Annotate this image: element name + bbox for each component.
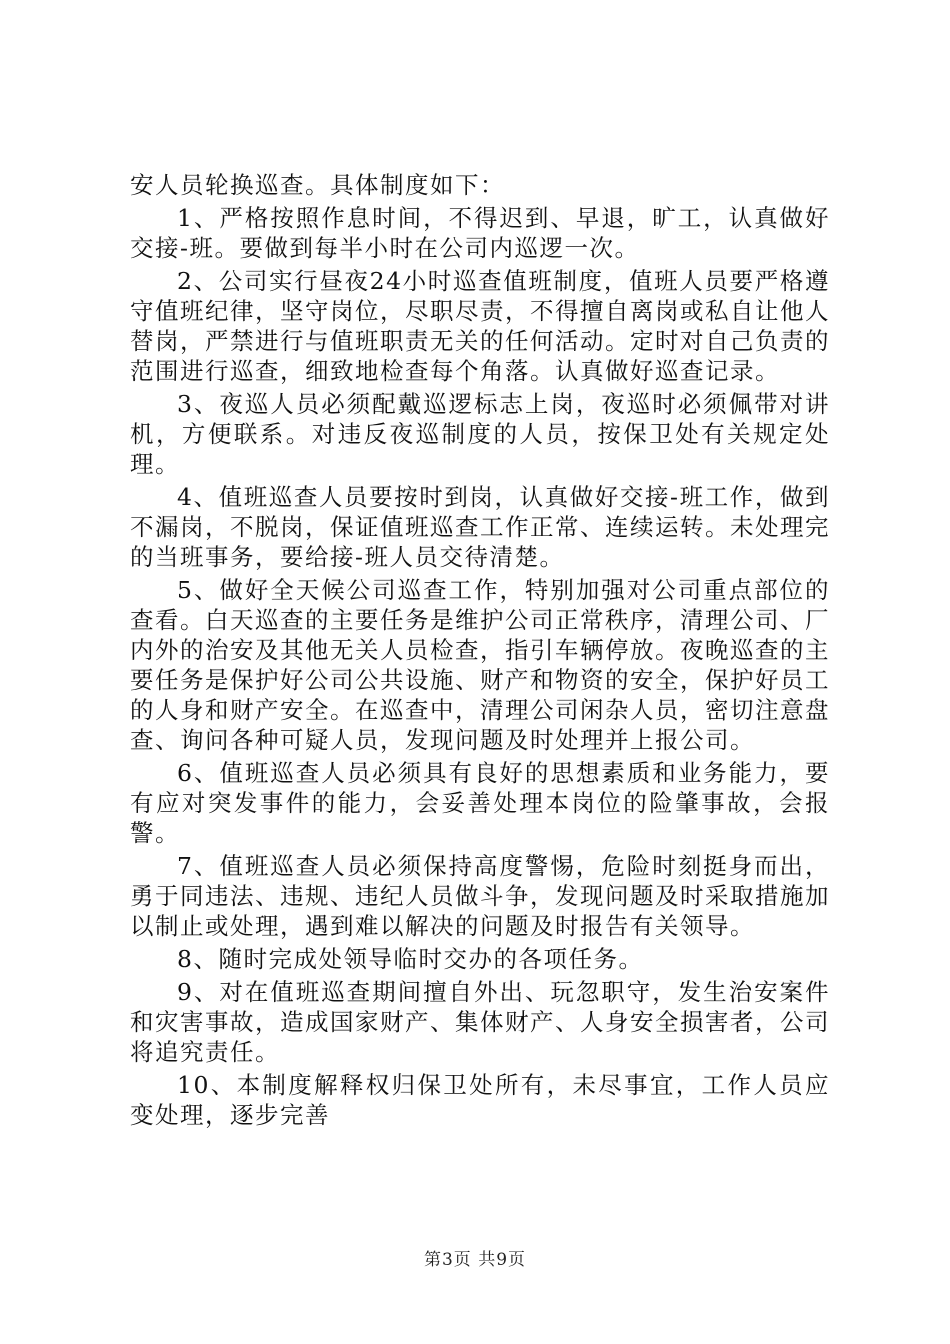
paragraph-item-4: 4、值班巡查人员要按时到岗，认真做好交接-班工作，做到不漏岗，不脱岗，保证值班巡查工作正常、连续运转。未处理完的当班事务，要给接-班人员交待清楚。: [130, 483, 830, 571]
document-body: [130, 170, 830, 1133]
paragraph-item-7: 7、值班巡查人员必须保持高度警惕，危险时刻挺身而出，勇于同违法、违规、违纪人员做斗争，发现问题及时采取措施加以制止或处理，遇到难以解决的问题及时报告有关领导。: [130, 852, 830, 940]
paragraph-item-5: 5、做好全天候公司巡查工作，特别加强对公司重点部位的查看。白天巡查的主要任务是维护公司正常秩序，清理公司、厂内外的治安及其他无关人员检查，指引车辆停放。夜晚巡查的主要任务是保护好公司公共设施、财产和物资的安全，保护好员工的人身和财产安全。在巡查中，清理公司闲杂人员，密切注意盘查、询问各种可疑人员，发现问题及时处理并上报公司。: [130, 576, 830, 754]
paragraph-item-1: 1、严格按照作息时间，不得迟到、早退，旷工，认真做好交接-班。要做到每半小时在公司内巡逻一次。: [130, 204, 830, 262]
paragraph-item-9: 9、对在值班巡查期间擅自外出、玩忽职守，发生治安案件和灾害事故，造成国家财产、集体财产、人身安全损害者，公司将追究责任。: [130, 978, 830, 1066]
paragraph-item-8: 8、随时完成处领导临时交办的各项任务。: [177, 945, 644, 973]
paragraph-item-6: 6、值班巡查人员必须具有良好的思想素质和业务能力，要有应对突发事件的能力，会妥善处理本岗位的险肇事故，会报警。: [130, 759, 830, 847]
paragraph-item-10: 10、本制度解释权归保卫处所有，未尽事宜，工作人员应变处理，逐步完善: [130, 1071, 830, 1129]
paragraph-intro: 安人员轮换巡查。具体制度如下：: [130, 171, 505, 199]
paragraph-item-3: 3、夜巡人员必须配戴巡逻标志上岗，夜巡时必须佩带对讲机，方便联系。对违反夜巡制度的人员，按保卫处有关规定处理。: [130, 390, 830, 478]
paragraph-item-2: 2、公司实行昼夜24小时巡查值班制度，值班人员要严格遵守值班纪律，坚守岗位，尽职尽责，不得擅自离岗或私自让他人替岗，严禁进行与值班职责无关的任何活动。定时对自己负责的范围进行巡查，细致地检查每个角落。认真做好巡查记录。: [130, 267, 830, 385]
page-number-footer: 第3页 共9页: [423, 1250, 527, 1270]
